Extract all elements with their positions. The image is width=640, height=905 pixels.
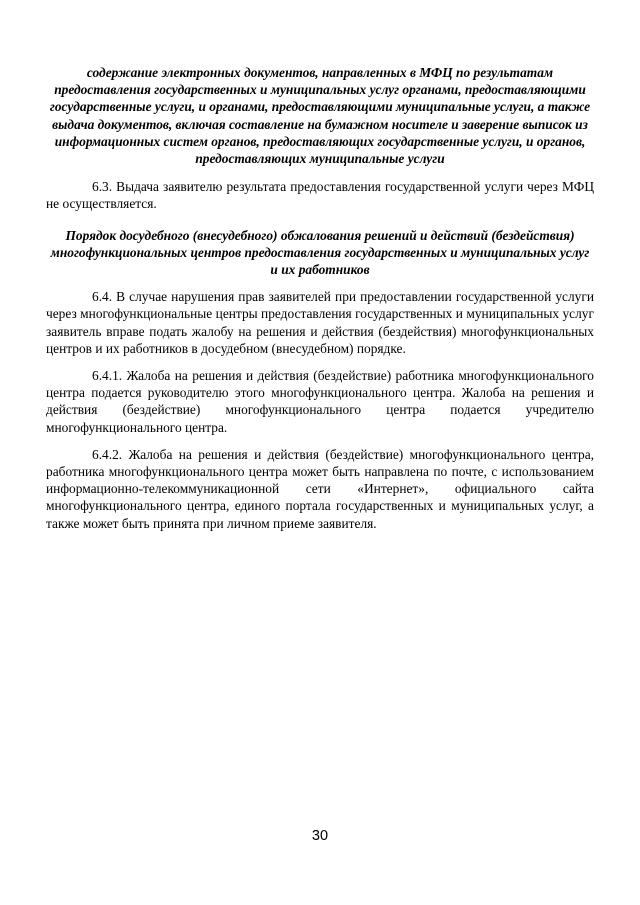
paragraph-6-4-2: 6.4.2. Жалоба на решения и действия (бездействие) многофункционального центра, работника многофункционального центра может быть направлена по почте, с использованием информационно-телекоммуникационной сети «Интернет», официального сайта многофункционального центра, единого портала государственных и муниципальных услуг, а также может быть принята при личном приеме заявителя. bbox=[46, 446, 594, 531]
paragraph-6-4: 6.4. В случае нарушения прав заявителей при предоставлении государственной услуги через многофункциональные центры предоставления государственных и муниципальных услуг заявитель вправе подать жалобу на решения и действия (бездействия) многофункциональных центров и их работников в досудебном (внесудебном) порядке. bbox=[46, 289, 594, 356]
section-heading-appeal-procedure: Порядок досудебного (внесудебного) обжалования решений и действий (бездействия) многофункциональных центров предоставления государственных и муниципальных услуг и их работников bbox=[50, 227, 590, 278]
paragraph-6-4-1: 6.4.1. Жалоба на решения и действия (бездействие) работника многофункционального центра подается руководителю этого многофункционального центра. Жалоба на решения и действия (бездействие) многофункционального центра подается учредителю многофункционального центра. bbox=[46, 368, 594, 435]
page-number: 30 bbox=[311, 828, 329, 844]
page-content bbox=[46, 64, 594, 532]
section-heading-continued: содержание электронных документов, направленных в МФЦ по результатам предоставления государственных и муниципальных услуг органами, предоставляющими государственные услуги, и органами, предоставляющими муниципальные услуги, а также выдача документов, включая составление на бумажном носителе и заверение выписок из информационных систем органов, предоставляющих государственные услуги, и органов, предоставляющих муниципальные услуги bbox=[49, 65, 591, 167]
paragraph-6-3: 6.3. Выдача заявителю результата предоставления государственной услуги через МФЦ не осуществляется. bbox=[46, 179, 594, 212]
